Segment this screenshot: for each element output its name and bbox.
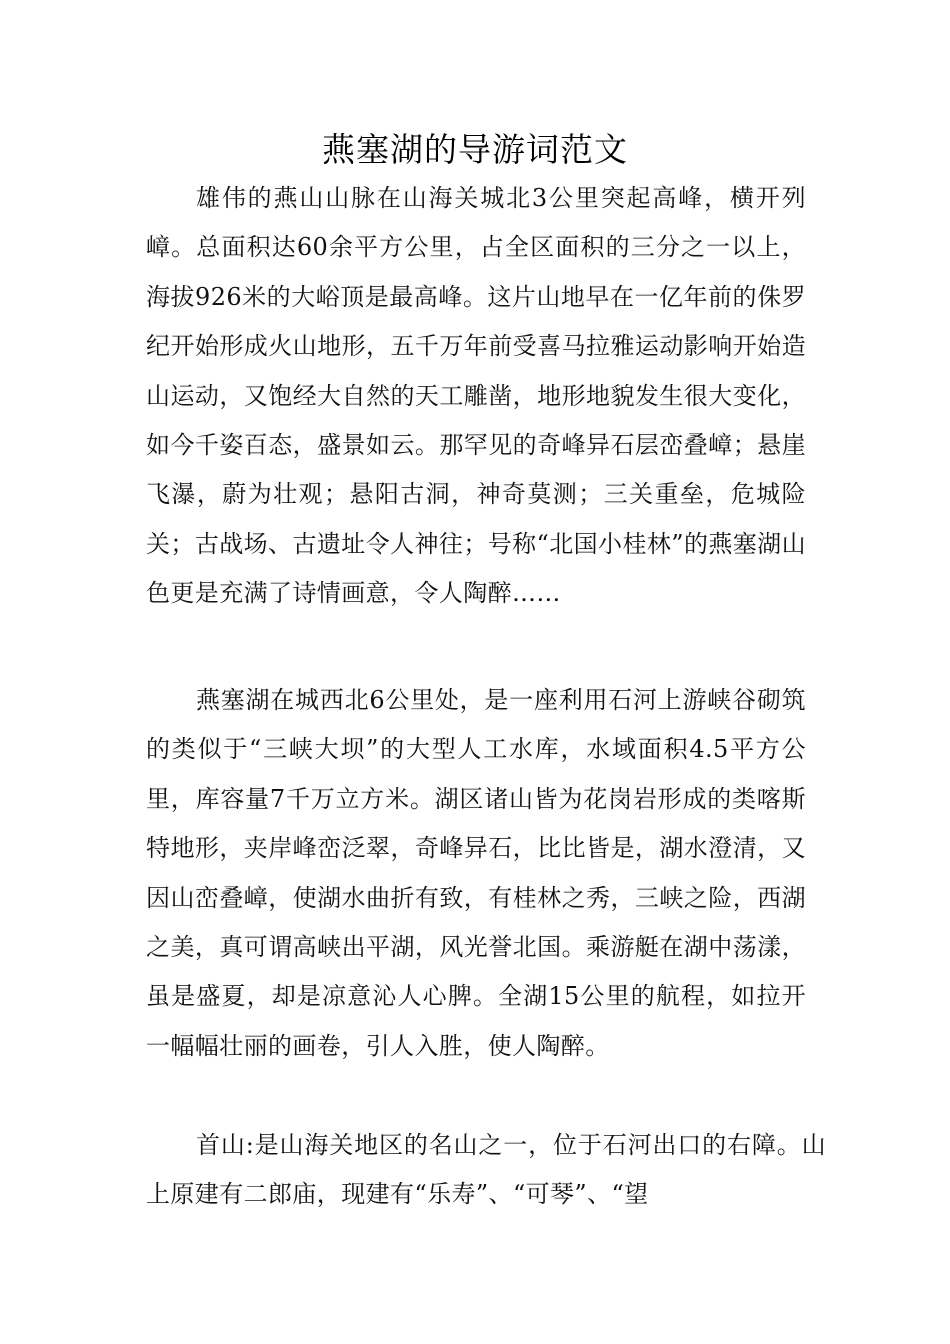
- paragraph-3: 首山:是山海关地区的名山之一，位于石河出口的右障。山上原建有二郎庙，现建有“乐寿”、“可琴”、“望: [146, 1131, 826, 1209]
- document-title: 燕塞湖的导游词范文: [322, 130, 628, 169]
- paragraph-2: 燕塞湖在城西北6公里处，是一座利用石河上游峡谷砌筑的类似于“三峡大坝”的大型人工水库，水域面积4.5平方公里，库容量7千万立方米。湖区诸山皆为花岗岩形成的类喀斯特地形，夹岸峰峦泛翠，奇峰异石，比比皆是，湖水澄清，又因山峦叠嶂，使湖水曲折有致，有桂林之秀，三峡之险，西湖之美，真可谓高峡出平湖，风光誉北国。乘游艇在湖中荡漾，虽是盛夏，却是凉意沁人心脾。全湖15公里的航程，如拉开一幅幅壮丽的画卷，引人入胜，使人陶醉。: [146, 686, 806, 1060]
- paragraph-1: 雄伟的燕山山脉在山海关城北3公里突起高峰，横开列嶂。总面积达60余平方公里，占全区面积的三分之一以上，海拔926米的大峪顶是最高峰。这片山地早在一亿年前的侏罗纪开始形成火山地形，五千万年前受喜马拉雅运动影响开始造山运动，又饱经大自然的天工雕凿，地形地貌发生很大变化，如今千姿百态，盛景如云。那罕见的奇峰异石层峦叠嶂；悬崖飞瀑，蔚为壮观；悬阳古洞，神奇莫测；三关重垒，危城险关；古战场、古遗址令人神往；号称“北国小桂林”的燕塞湖山色更是充满了诗情画意，令人陶醉……: [146, 184, 806, 608]
